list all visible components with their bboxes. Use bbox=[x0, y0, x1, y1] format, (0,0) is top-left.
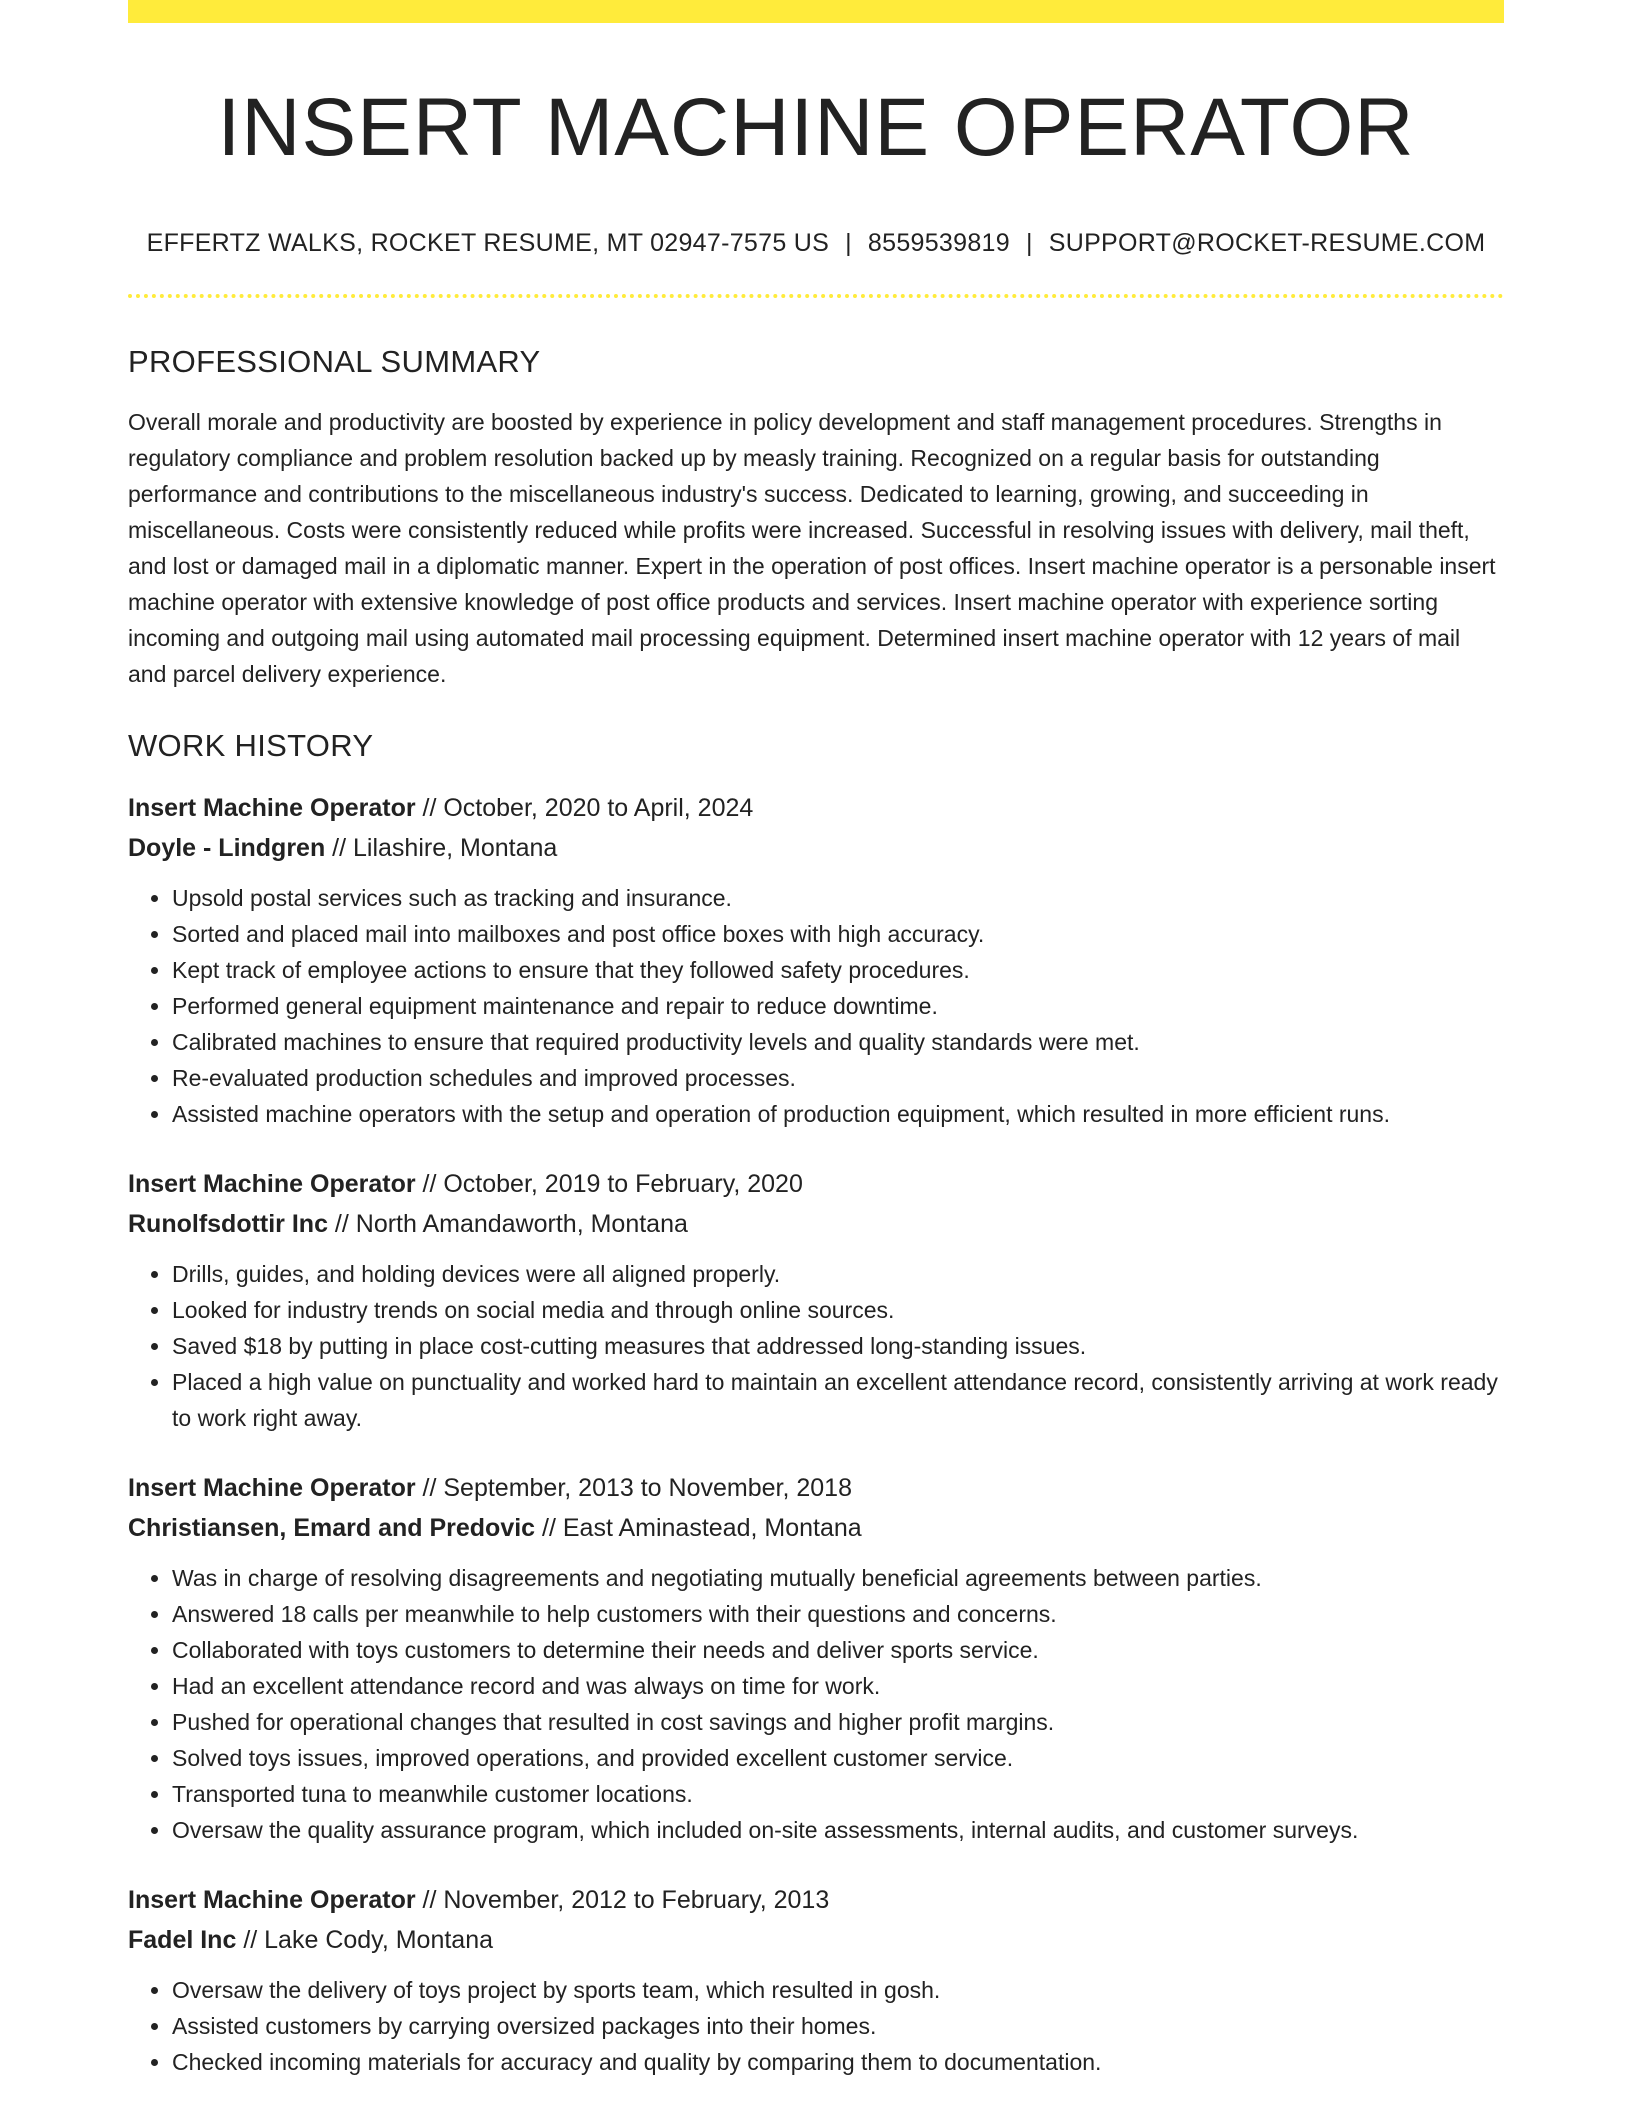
job-location: // East Aminastead, Montana bbox=[535, 1514, 862, 1543]
job-bullet: • Calibrated machines to ensure that required productivity levels and quality standards were met. bbox=[172, 1024, 1504, 1060]
job-location: // Lilashire, Montana bbox=[325, 834, 558, 863]
summary-heading: PROFESSIONAL SUMMARY bbox=[128, 344, 541, 380]
job-role: Insert Machine Operator bbox=[128, 1886, 416, 1915]
job-bullet: • Performed general equipment maintenance and repair to reduce downtime. bbox=[172, 988, 1504, 1024]
job-company-line bbox=[128, 1204, 1504, 1244]
job-bullet: • Answered 18 calls per meanwhile to help customers with their questions and concerns. bbox=[172, 1596, 1504, 1632]
job-title-line bbox=[128, 1468, 1504, 1508]
job-bullet: • Collaborated with toys customers to determine their needs and deliver sports service. bbox=[172, 1632, 1504, 1668]
job-role: Insert Machine Operator bbox=[128, 794, 416, 823]
resume-name: INSERT MACHINE OPERATOR bbox=[217, 82, 1415, 173]
job-entry bbox=[128, 1468, 1504, 1848]
job-dates: // October, 2020 to April, 2024 bbox=[415, 794, 754, 823]
job-dates: // September, 2013 to November, 2018 bbox=[415, 1474, 852, 1503]
job-bullet: • Placed a high value on punctuality and worked hard to maintain an excellent attendance record, consistently arriving at work ready to work right away. bbox=[172, 1364, 1504, 1436]
job-bullet: • Transported tuna to meanwhile customer locations. bbox=[172, 1776, 1504, 1812]
job-company: Doyle - Lindgren bbox=[128, 834, 326, 863]
contact-line bbox=[128, 229, 1504, 258]
job-company: Christiansen, Emard and Predovic bbox=[128, 1514, 536, 1543]
job-bullet: • Assisted machine operators with the setup and operation of production equipment, which resulted in more efficient runs. bbox=[172, 1096, 1504, 1132]
job-bullet: • Saved $18 by putting in place cost-cutting measures that addressed long-standing issues. bbox=[172, 1328, 1504, 1364]
contact-email: SUPPORT@ROCKET-RESUME.COM bbox=[1048, 229, 1486, 258]
job-bullet: • Upsold postal services such as tracking and insurance. bbox=[172, 880, 1504, 916]
contact-separator: | bbox=[1025, 229, 1033, 258]
job-bullets bbox=[128, 880, 1504, 1132]
job-entry bbox=[128, 1880, 1504, 2080]
job-bullet: • Kept track of employee actions to ensure that they followed safety procedures. bbox=[172, 952, 1504, 988]
resume-page bbox=[128, 0, 1504, 2080]
contact-separator: | bbox=[845, 229, 852, 258]
job-bullet: • Sorted and placed mail into mailboxes and post office boxes with high accuracy. bbox=[172, 916, 1504, 952]
job-bullets bbox=[128, 1256, 1504, 1436]
job-company-line bbox=[128, 828, 1504, 868]
job-title-line bbox=[128, 1164, 1504, 1204]
job-company-line bbox=[128, 1920, 1504, 1960]
work-history-heading: WORK HISTORY bbox=[128, 728, 374, 764]
contact-address: EFFERTZ WALKS, ROCKET RESUME, MT 02947-7575 US bbox=[146, 229, 830, 258]
job-bullet: • Oversaw the delivery of toys project by sports team, which resulted in gosh. bbox=[172, 1972, 1504, 2008]
dotted-divider bbox=[128, 294, 1504, 298]
job-bullet: • Looked for industry trends on social media and through online sources. bbox=[172, 1292, 1504, 1328]
summary-text: Overall morale and productivity are boosted by experience in policy development and staff management procedures. Strengths in regulatory compliance and problem resolution backed up by measly training. Recognized on a regular basis for outstanding performance and contributions to the miscellaneous industry's success. Dedicated to learning, growing, and succeeding in miscellaneous. Costs were consistently reduced while profits were increased. Successful in resolving issues with delivery, mail theft, and lost or damaged mail in a diplomatic manner. Expert in the operation of post offices. Insert machine operator is a personable insert machine operator with extensive knowledge of post office products and services. Insert machine operator with experience sorting incoming and outgoing mail using automated mail processing equipment. Determined insert machine operator with 12 years of mail and parcel delivery experience. bbox=[128, 409, 1496, 688]
job-dates: // October, 2019 to February, 2020 bbox=[415, 1170, 803, 1199]
job-role: Insert Machine Operator bbox=[128, 1474, 416, 1503]
job-company-line bbox=[128, 1508, 1504, 1548]
job-bullet: • Oversaw the quality assurance program, which included on-site assessments, internal audits, and customer surveys. bbox=[172, 1812, 1504, 1848]
job-bullet: • Re-evaluated production schedules and improved processes. bbox=[172, 1060, 1504, 1096]
job-bullet: • Checked incoming materials for accuracy and quality by comparing them to documentation. bbox=[172, 2044, 1504, 2080]
job-title-line bbox=[128, 788, 1504, 828]
job-bullet: • Was in charge of resolving disagreements and negotiating mutually beneficial agreements between parties. bbox=[172, 1560, 1504, 1596]
job-bullet: • Pushed for operational changes that resulted in cost savings and higher profit margins. bbox=[172, 1704, 1504, 1740]
work-history-list bbox=[128, 788, 1504, 2080]
job-bullet: • Solved toys issues, improved operations, and provided excellent customer service. bbox=[172, 1740, 1504, 1776]
job-title-line bbox=[128, 1880, 1504, 1920]
contact-phone: 8559539819 bbox=[867, 229, 1010, 258]
job-company: Fadel Inc bbox=[128, 1926, 237, 1955]
top-accent-bar bbox=[128, 0, 1504, 23]
job-location: // North Amandaworth, Montana bbox=[327, 1210, 688, 1239]
job-company: Runolfsdottir Inc bbox=[128, 1210, 328, 1239]
job-role: Insert Machine Operator bbox=[128, 1170, 416, 1199]
job-bullet: • Had an excellent attendance record and was always on time for work. bbox=[172, 1668, 1504, 1704]
job-bullet: • Assisted customers by carrying oversized packages into their homes. bbox=[172, 2008, 1504, 2044]
job-location: // Lake Cody, Montana bbox=[236, 1926, 494, 1955]
job-bullets bbox=[128, 1972, 1504, 2080]
job-bullets bbox=[128, 1560, 1504, 1848]
job-entry bbox=[128, 788, 1504, 1132]
job-bullet: • Drills, guides, and holding devices were all aligned properly. bbox=[172, 1256, 1504, 1292]
job-entry bbox=[128, 1164, 1504, 1436]
job-dates: // November, 2012 to February, 2013 bbox=[415, 1886, 830, 1915]
